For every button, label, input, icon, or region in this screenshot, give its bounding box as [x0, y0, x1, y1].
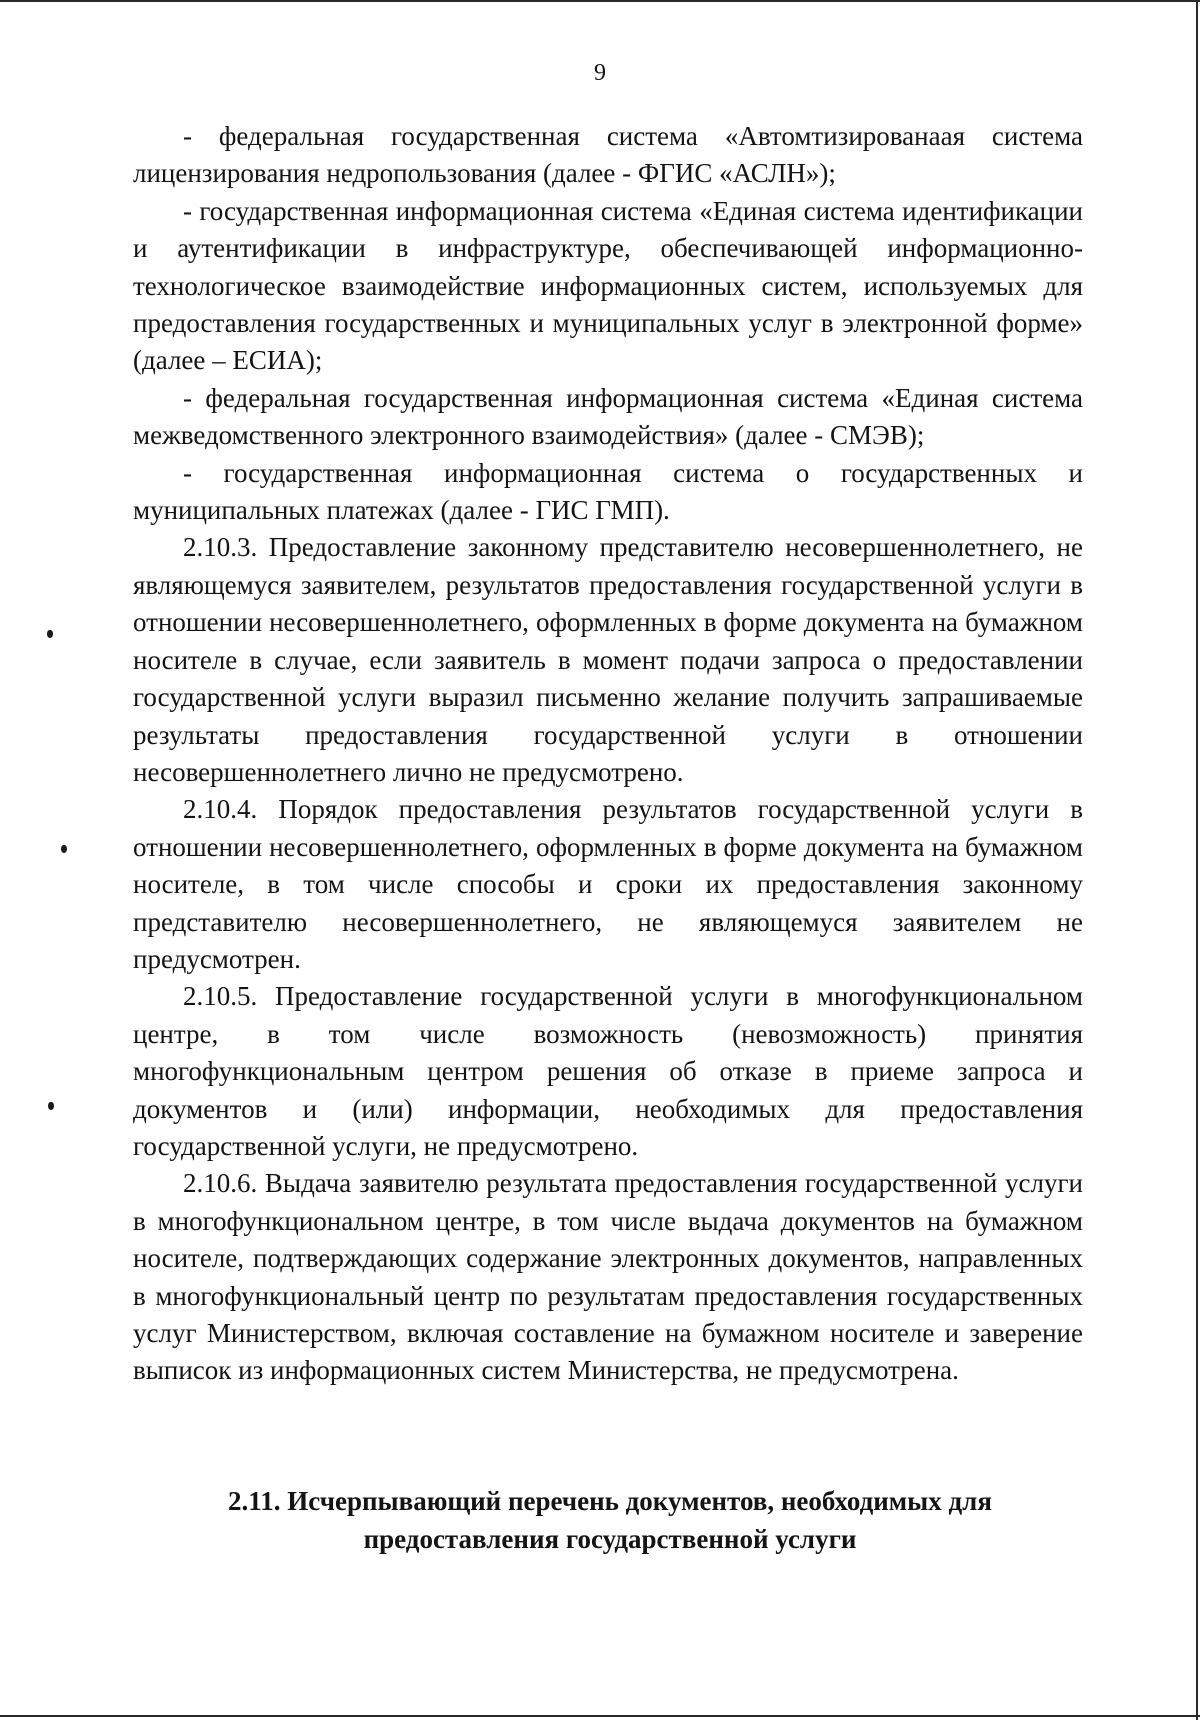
paragraph-esia: - государственная информационная система «Единая система идентификации и аутентификации в инфраструктуре, обеспечивающей информационно-технологическое взаимодействие информационных систем, используемых для предоставления государственных и муниципальных услуг в электронной форме» (далее – ЕСИА);	[133, 195, 1083, 376]
paragraph-2-10-4: 2.10.4. Порядок предоставления результатов государственной услуги в отношении несовершеннолетнего, оформленных в форме документа на бумажном носителе, в том числе способы и сроки их предоставления законному представителю несовершеннолетнего, не являющемуся заявителем не предусмотрен.	[133, 794, 1083, 974]
paragraph-2-10-6: 2.10.6. Выдача заявителю результата предоставления государственной услуги в многофункциональном центре, в том числе выдача документов на бумажном носителе, подтверждающих содержание электронных документов, направленных в многофункциональный центр по результатам предоставления государственных услуг Министерством, включая составление на бумажном носителе и заверение выписок из информационных систем Министерства, не предусмотрена.	[133, 1168, 1083, 1386]
paragraph-gis-gmp: - государственная информационная система о государственных и муниципальных платежах (далее - ГИС ГМП).	[133, 457, 1083, 526]
section-heading	[150, 1482, 1070, 1558]
paragraph-fgis-asln: - федеральная государственная система «Автомтизированаая система лицензирования недропользования (далее - ФГИС «АСЛН»);	[133, 121, 1083, 189]
scan-edge-right	[1196, 0, 1198, 1720]
document-body	[133, 118, 1083, 1390]
scan-edge-bottom	[0, 1715, 1200, 1717]
paragraph-2-10-5: 2.10.5. Предоставление государственной услуги в многофункциональном центре, в том числе возможность (невозможность) принятия многофункциональным центром решения об отказе в приеме запроса и документов и (или) информации, необходимых для предоставления государственной услуги, не предусмотрено.	[133, 981, 1083, 1161]
punch-mark	[47, 630, 53, 638]
punch-mark	[48, 1102, 54, 1110]
section-heading-line-2: предоставления государственной услуги	[363, 1524, 857, 1554]
punch-mark	[61, 845, 67, 853]
scan-edge-top	[0, 0, 1200, 2]
section-heading-line-1: 2.11. Исчерпывающий перечень документов, необходимых для	[228, 1486, 992, 1516]
paragraph-smev: - федеральная государственная информационная система «Единая система межведомственного электронного взаимодействия» (далее - СМЭВ);	[133, 382, 1083, 451]
paragraph-2-10-3: 2.10.3. Предоставление законному представителю несовершеннолетнего, не являющемуся заявителем, результатов предоставления государственной услуги в отношении несовершеннолетнего, оформленных в форме документа на бумажном носителе в случае, если заявитель в момент подачи запроса о предоставлении государственной услуги выразил письменно желание получить запрашиваемые результаты предоставления государственной услуги в отношении несовершеннолетнего лично не предусмотрено.	[133, 532, 1083, 787]
page-number: 9	[594, 60, 606, 86]
